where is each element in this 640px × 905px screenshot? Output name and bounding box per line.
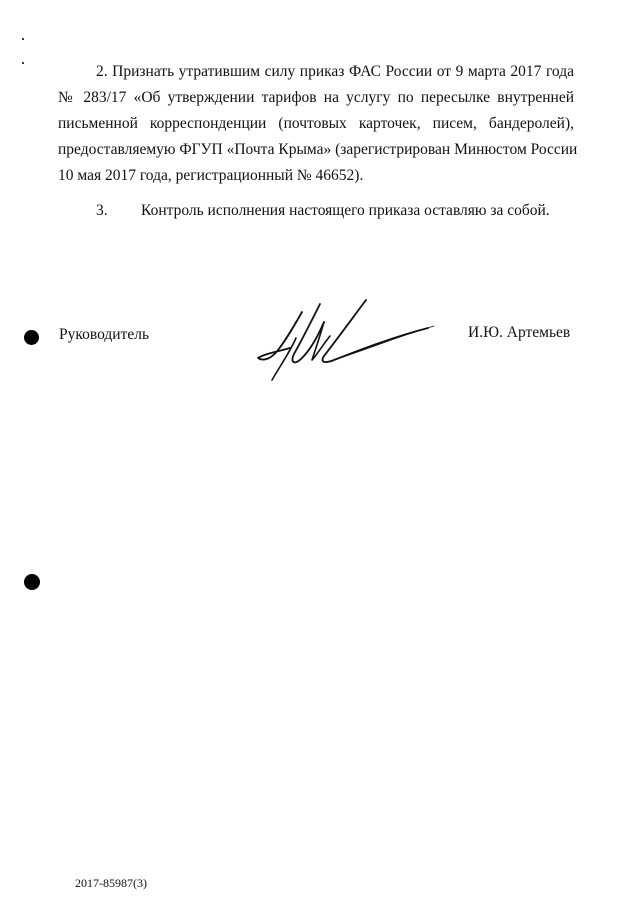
punch-hole-mark [24, 330, 39, 345]
scan-speck [22, 38, 24, 40]
item-2-line: предоставляемую ФГУП «Почта Крыма» (зарегистрирован Минюстом России [58, 141, 578, 158]
document-number: 2017-85987(3) [75, 876, 147, 890]
signer-name: И.Ю. Артемьев [468, 324, 571, 341]
scan-speck [22, 62, 24, 64]
item-2-line: письменной корреспонденции (почтовых карточек, писем, бандеролей), [58, 115, 574, 132]
handwritten-signature [250, 296, 440, 388]
item-2-paragraph [58, 59, 578, 189]
signer-title: Руководитель [59, 326, 150, 343]
item-2-line: 2. Признать утратившим силу приказ ФАС России от 9 марта 2017 года [96, 63, 574, 80]
item-3-text: Контроль исполнения настоящего приказа оставляю за собой. [141, 202, 550, 219]
item-3-number: 3. [96, 202, 108, 219]
item-2-line: 10 мая 2017 года, регистрационный № 46652). [58, 167, 364, 184]
item-2-line: № 283/17 «Об утверждении тарифов на услугу по пересылке внутренней [58, 89, 574, 106]
punch-hole-mark [24, 574, 40, 590]
